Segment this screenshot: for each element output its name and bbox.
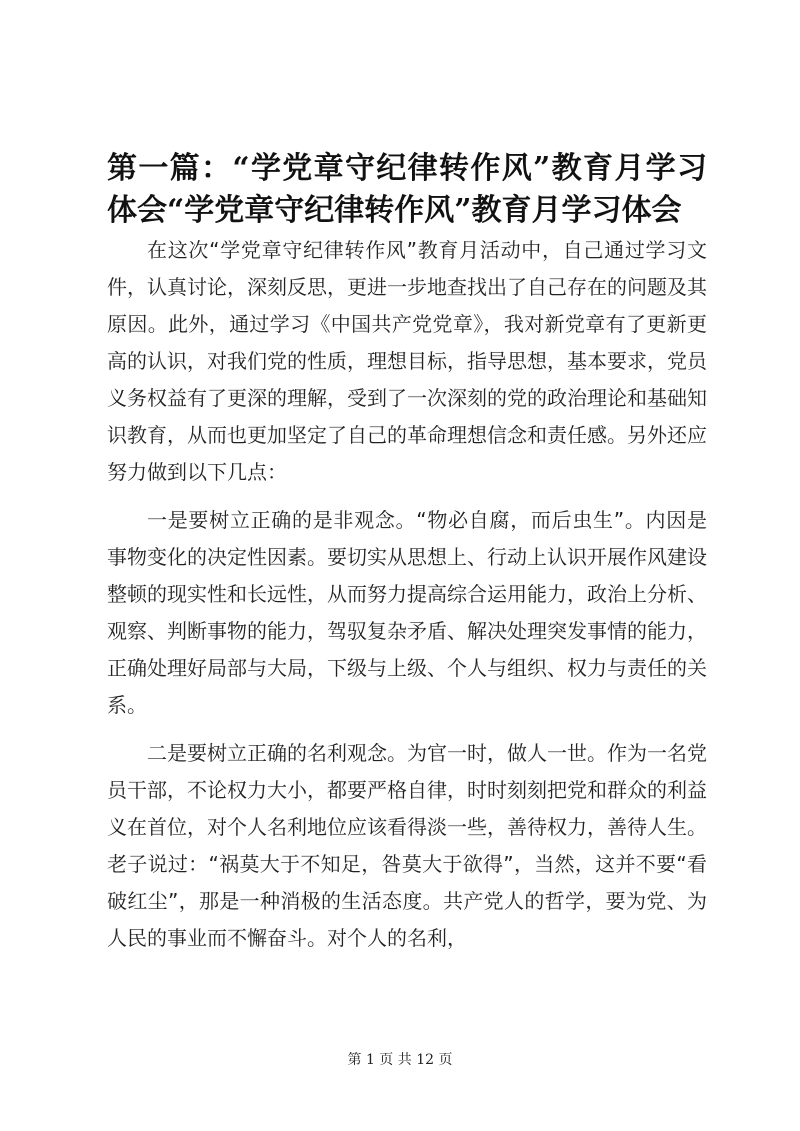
body-paragraph-2: 一是要树立正确的是非观念。“物必自腐，而后虫生”。内因是事物变化的决定性因素。要切实从思想上、行动上认识开展作风建设整顿的现实性和长远性，从而努力提高综合运用能力，政治上分析、观察、判断事物的能力，驾驭复杂矛盾、解决处理突发事情的能力，正确处理好局部与大局，下级与上级、个人与组织、权力与责任的关系。 bbox=[107, 508, 707, 717]
body-paragraph-3: 二是要树立正确的名利观念。为官一时，做人一世。作为一名党员干部，不论权力大小，都要严格自律，时时刻刻把党和群众的利益义在首位，对个人名利地位应该看得淡一些，善待权力，善待人生。老子说过：“祸莫大于不知足，咎莫大于欲得”，当然，这并不要“看破红尘”，那是一种消极的生活态度。共产党人的哲学，要为党、为人民的事业而不懈奋斗。对个人的名利， bbox=[107, 741, 707, 950]
page-number: 第 1 页 共 12 页 bbox=[347, 1052, 453, 1068]
document-title: 第一篇：“学党章守纪律转作风”教育月学习体会“学党章守纪律转作风”教育月学习体会 bbox=[107, 151, 707, 228]
body-paragraph-1: 在这次“学党章守纪律转作风”教育月活动中，自己通过学习文件，认真讨论，深刻反思，更进一步地查找出了自己存在的问题及其原因。此外，通过学习《中国共产党党章》，我对新党章有了更新更高的认识，对我们党的性质，理想目标，指导思想，基本要求，党员义务权益有了更深的理解，受到了一次深刻的党的政治理论和基础知识教育，从而也更加坚定了自己的革命理想信念和责任感。另外还应努力做到以下几点： bbox=[107, 238, 707, 484]
page-footer bbox=[0, 1050, 800, 1070]
document-body bbox=[107, 148, 707, 957]
